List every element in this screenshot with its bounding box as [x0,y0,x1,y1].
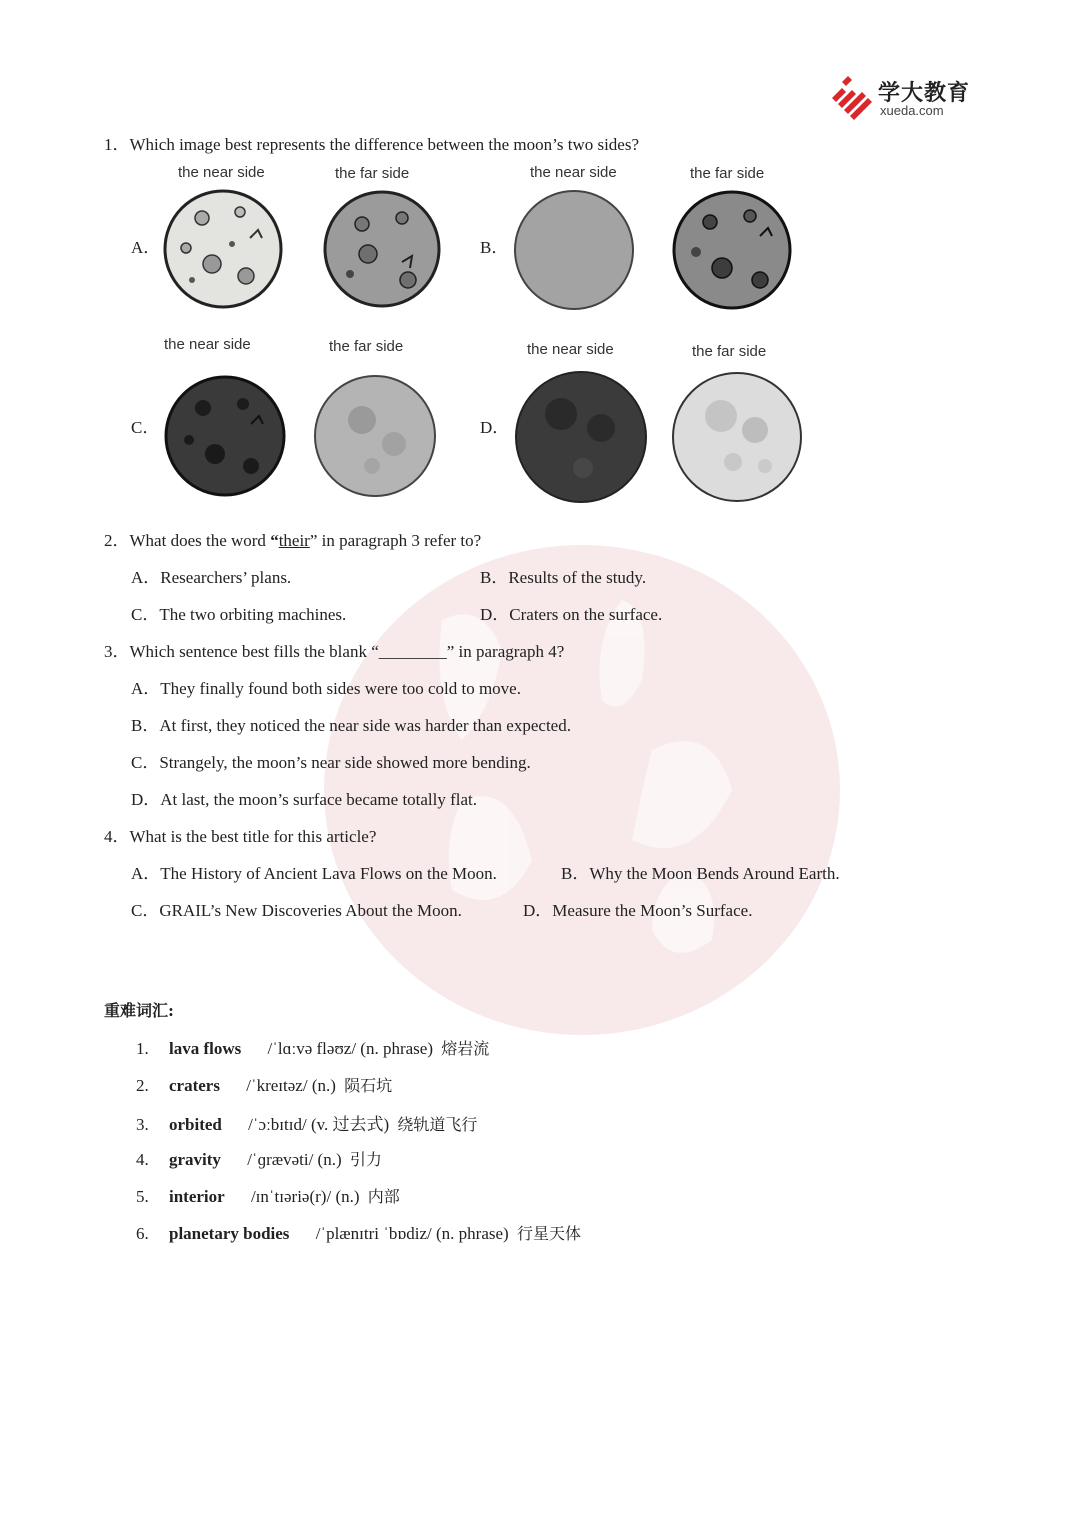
option-a-letter[interactable]: A． [131,238,161,257]
vocab-item [136,1184,400,1207]
vocab-num: 6. [136,1224,149,1243]
q4-option-c[interactable]: C．GRAIL’s New Discoveries About the Moon. [131,901,462,920]
option-a-near-label: the near side [178,164,265,181]
vocab-word: craters [169,1076,220,1095]
q3-option-b[interactable]: B．At first, they noticed the near side was harder than expected. [131,716,571,735]
question-number: 3． [104,642,130,661]
vocab-word: orbited [169,1115,222,1134]
logo-brand-en: xueda.com [880,103,944,118]
question-text: Which sentence best fills the blank “________” in paragraph 4? [129,642,565,661]
vocab-pos: (n.) [317,1150,342,1169]
q2-option-d[interactable]: D．Craters on the surface. [480,605,663,624]
vocab-item [136,1073,392,1096]
question-3 [104,637,564,662]
question-keyword: their [278,531,310,550]
question-1 [104,130,639,155]
option-b-near-moon-image [512,188,636,312]
vocab-phonetic: /ˈlɑːvə fləʊz/ [267,1039,357,1058]
q3-option-d[interactable]: D．At last, the moon’s surface became totally flat. [131,790,478,809]
vocab-word: interior [169,1187,225,1206]
question-2 [104,526,481,551]
vocab-heading: 重难词汇: [104,1001,174,1020]
xueda-logo [828,76,978,122]
q2-option-a[interactable]: A．Researchers’ plans. [131,568,292,587]
option-b-letter[interactable]: B． [480,238,509,257]
vocab-meaning: 引力 [349,1150,382,1169]
option-c-far-moon-image [312,374,438,498]
vocab-phonetic: /ɪnˈtɪəriə(r)/ [250,1187,332,1206]
vocab-item [136,1221,581,1244]
vocab-meaning: 熔岩流 [441,1039,490,1058]
vocab-num: 5. [136,1187,149,1206]
vocab-item [136,1147,382,1170]
question-text: What is the best title for this article? [129,827,377,846]
q2-option-c[interactable]: C．The two orbiting machines. [131,605,347,624]
vocab-num: 2. [136,1076,149,1095]
vocab-num: 1. [136,1039,149,1058]
question-text-before: What does the word [129,531,271,550]
question-number: 1． [104,135,130,154]
vocab-pos: (n. phrase) [360,1039,433,1058]
vocab-num: 3. [136,1115,149,1134]
vocab-word: planetary bodies [169,1224,290,1243]
vocab-pos: (n.) [335,1187,360,1206]
question-number: 4． [104,827,130,846]
q3-option-a[interactable]: A．They finally found both sides were too cold to move. [131,679,521,698]
q2-option-b[interactable]: B．Results of the study. [480,568,647,587]
question-number: 2． [104,531,130,550]
vocab-phonetic: /ˈkreɪtəz/ [246,1076,308,1095]
q4-option-d[interactable]: D．Measure the Moon’s Surface. [523,901,753,920]
option-a-far-moon-image [322,188,442,310]
vocab-item [136,1110,477,1135]
question-text-after: ” in paragraph 3 refer to? [309,531,482,550]
vocab-word: gravity [169,1150,221,1169]
vocab-meaning: 内部 [367,1187,400,1206]
vocab-phonetic: /ˈɡrævəti/ [247,1150,314,1169]
q4-option-a[interactable]: A．The History of Ancient Lava Flows on the Moon. [131,864,497,883]
vocab-meaning: 行星天体 [516,1224,581,1243]
vocab-meaning: 绕轨道飞行 [397,1115,478,1134]
vocab-word: lava flows [169,1039,242,1058]
option-b-far-moon-image [672,188,792,312]
option-c-near-label: the near side [164,336,251,353]
question-4 [104,822,376,847]
question-text: Which image best represents the difference between the moon’s two sides? [129,135,640,154]
option-d-near-moon-image [513,370,649,504]
option-d-near-label: the near side [527,341,614,358]
vocab-pos: (v. 过去式) [310,1115,390,1134]
vocab-pos: (n.) [311,1076,336,1095]
option-d-far-moon-image [669,370,805,504]
vocab-phonetic: /ˈplænɪtri ˈbɒdiz/ [315,1224,432,1243]
q4-option-b[interactable]: B．Why the Moon Bends Around Earth. [561,864,840,883]
option-c-letter[interactable]: C． [131,418,160,437]
option-a-far-label: the far side [335,165,410,182]
logo-mark-icon [828,76,874,120]
vocab-meaning: 陨石坑 [344,1076,393,1095]
vocab-pos: (n. phrase) [436,1224,509,1243]
option-d-letter[interactable]: D． [480,418,510,437]
option-d-far-label: the far side [692,343,767,360]
logo-brand-cn: 学大教育 [878,81,971,106]
option-b-far-label: the far side [690,165,765,182]
vocab-item [136,1036,489,1059]
option-a-near-moon-image [162,188,284,310]
open-quote: “ [270,531,279,550]
option-c-far-label: the far side [329,338,404,355]
vocab-phonetic: /ˈɔːbɪtɪd/ [248,1115,307,1134]
option-b-near-label: the near side [530,164,617,181]
vocab-num: 4. [136,1150,149,1169]
option-c-near-moon-image [163,374,287,498]
q3-option-c[interactable]: C．Strangely, the moon’s near side showed more bending. [131,753,531,772]
